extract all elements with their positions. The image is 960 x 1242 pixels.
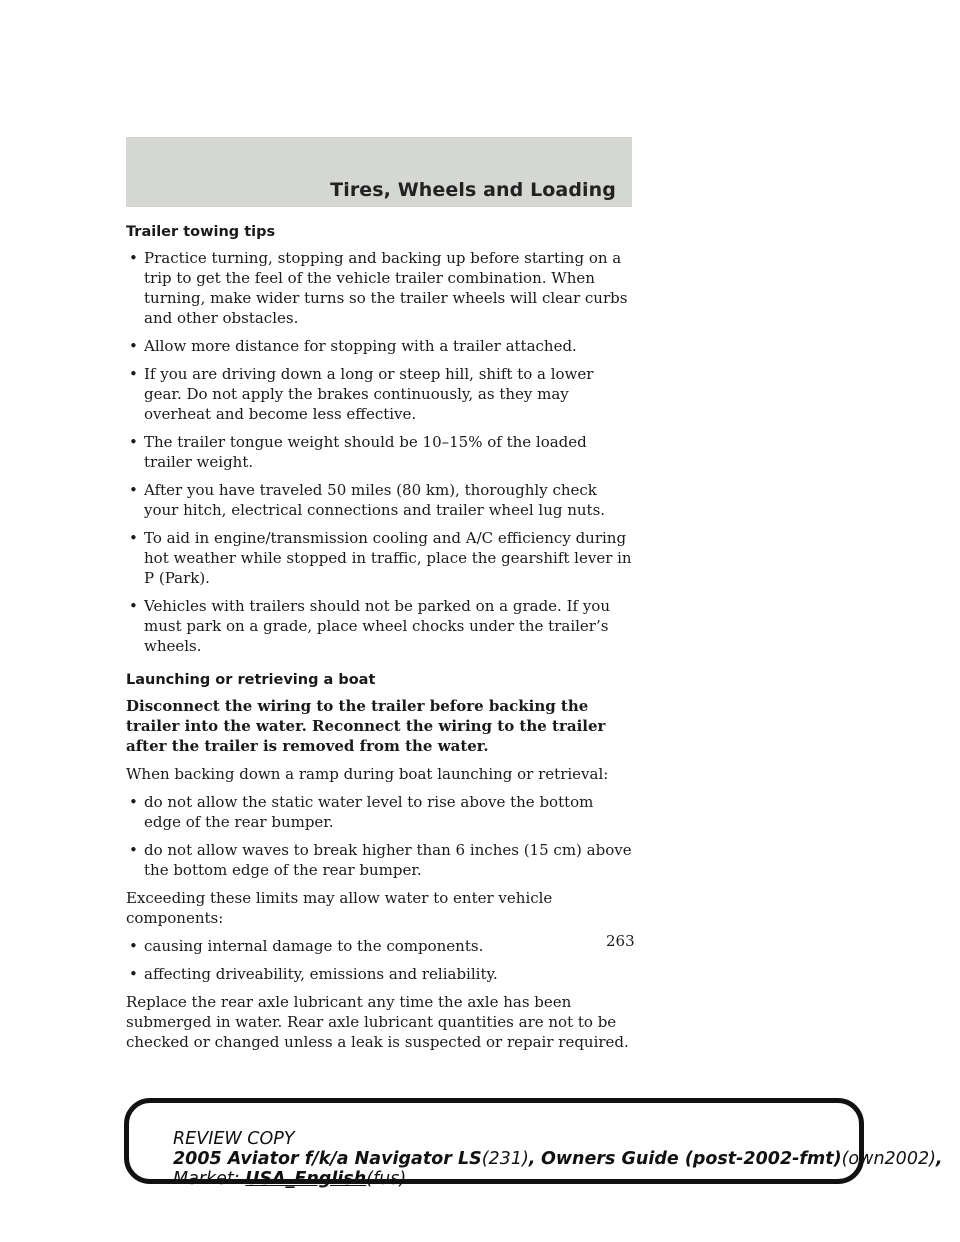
page-content <box>126 222 632 1060</box>
review-copy-footer <box>124 1098 943 1189</box>
list-item: • do not allow the static water level to rise above the bottom edge of the rear bumper. <box>126 792 632 832</box>
footer-review-line: REVIEW COPY <box>173 1129 295 1149</box>
section-header-band <box>126 137 632 207</box>
exceed-list <box>126 936 632 984</box>
list-item: • To aid in engine/transmission cooling and A/C efficiency during hot weather while stopped in traffic, place the gearshift lever in P (Park). <box>126 528 632 588</box>
section-title: Tires, Wheels and Loading <box>330 179 616 201</box>
footer-market-line <box>173 1169 859 1189</box>
list-item: • affecting driveability, emissions and reliability. <box>126 964 632 984</box>
footer-separator: , <box>935 1149 943 1169</box>
exceed-intro: Exceeding these limits may allow water to enter vehicle components: <box>126 889 553 927</box>
axle-paragraph: Replace the rear axle lubricant any time the axle has been submerged in water. Rear axle lubricant quantities are not to be checked or changed unless a leak is suspected or repair required. <box>126 993 629 1051</box>
boat-heading: Launching or retrieving a boat <box>126 672 376 688</box>
list-item: • If you are driving down a long or steep hill, shift to a lower gear. Do not apply the brakes continuously, as they may overheat and become less effective. <box>126 364 632 424</box>
footer-model: 2005 Aviator f/k/a Navigator LS <box>173 1149 482 1169</box>
footer-guide: Owners Guide (post-2002-fmt) <box>541 1149 842 1169</box>
boat-warning: Disconnect the wiring to the trailer before backing the trailer into the water. Reconnect the wiring to the trailer after the trailer is removed from the water. <box>126 697 606 755</box>
footer-model-line <box>173 1149 943 1169</box>
list-item: • causing internal damage to the components. <box>126 936 632 956</box>
page-number: 263 <box>606 932 635 950</box>
list-item: • Practice turning, stopping and backing up before starting on a trip to get the feel of the vehicle trailer combination. When turning, make wider turns so the trailer wheels will clear curbs and other obstacles. <box>126 248 632 328</box>
ramp-list <box>126 792 632 880</box>
ramp-intro: When backing down a ramp during boat launching or retrieval: <box>126 765 609 783</box>
list-item: • do not allow waves to break higher than 6 inches (15 cm) above the bottom edge of the rear bumper. <box>126 840 632 880</box>
footer-market: USA_English <box>245 1169 367 1189</box>
towing-tips-list <box>126 248 632 656</box>
list-item: • After you have traveled 50 miles (80 km), thoroughly check your hitch, electrical connections and trailer wheel lug nuts. <box>126 480 632 520</box>
list-item: • Vehicles with trailers should not be parked on a grade. If you must park on a grade, place wheel chocks under the trailer’s wheels. <box>126 596 632 656</box>
footer-market-code: (fus) <box>366 1169 407 1189</box>
list-item: • Allow more distance for stopping with a trailer attached. <box>126 336 632 356</box>
towing-heading: Trailer towing tips <box>126 224 276 240</box>
footer-guide-code: (own2002) <box>841 1149 936 1169</box>
footer-market-label: Market: <box>173 1169 240 1189</box>
footer-model-code: (231) <box>481 1149 529 1169</box>
footer-separator: , <box>528 1149 536 1169</box>
list-item: • The trailer tongue weight should be 10–15% of the loaded trailer weight. <box>126 432 632 472</box>
